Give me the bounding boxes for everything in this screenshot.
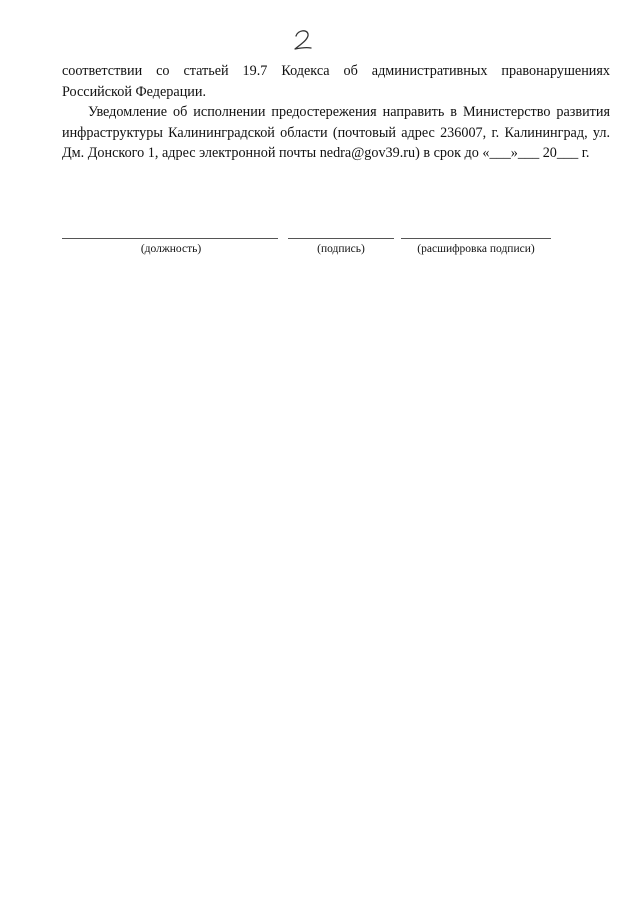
position-line [62, 238, 278, 239]
signature-caption: (подпись) [317, 243, 365, 255]
name-line [401, 238, 551, 239]
position-caption: (должность) [140, 243, 202, 255]
paragraph-legal-reference: соответствии со статьей 19.7 Кодекса об административных правонарушениях Российской Федерации. [62, 63, 610, 100]
paragraph-notification-instruction: Уведомление об исполнении предостережения направить в Министерство развития инфраструктуры Калининградской области (почтовый адрес 236007, г. Калининград, ул. Дм. Донского 1, адрес электронной почты nedra@gov39.ru) в срок до «___»___ 20___ г. [62, 104, 610, 161]
signature-line [288, 238, 394, 239]
name-caption: (расшифровка подписи) [417, 243, 535, 255]
handwritten-page-number [292, 28, 314, 54]
